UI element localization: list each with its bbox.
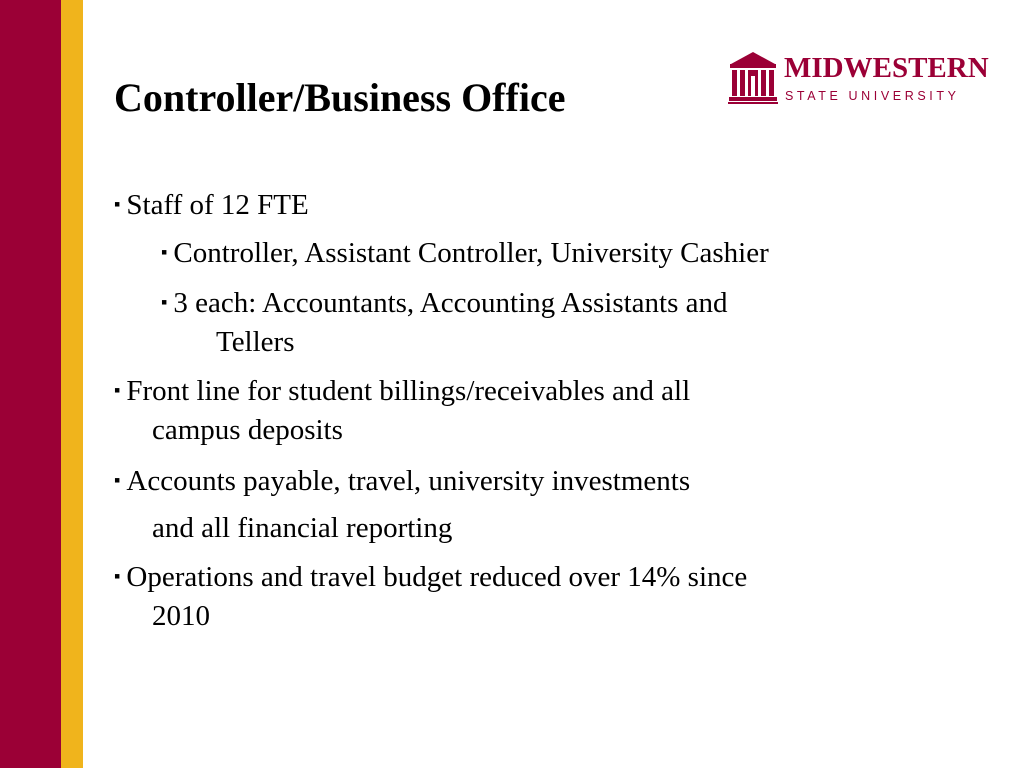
bullet-text: Accounts payable, travel, university investments [126, 465, 691, 497]
bullet-text: Controller, Assistant Controller, University Cashier [173, 237, 769, 269]
logo-subtitle: STATE UNIVERSITY [785, 89, 960, 103]
bullet-marker: ▪ [114, 470, 121, 490]
bullet-marker: ▪ [114, 380, 121, 400]
left-gold-stripe [61, 0, 83, 768]
university-logo [728, 48, 989, 108]
sub-bullet-three-each [161, 282, 728, 323]
bullet-front-line [114, 370, 690, 411]
bullet-text: 3 each: Accountants, Accounting Assistants and [173, 287, 728, 319]
bullet-front-line-continuation: campus deposits [152, 414, 343, 446]
sub-bullet-three-each-continuation: Tellers [216, 326, 295, 358]
bullet-text: Operations and travel budget reduced over 14% since [126, 561, 748, 593]
bullet-accounts-payable [114, 460, 690, 501]
bullet-staff [114, 184, 309, 225]
bullet-marker: ▪ [114, 194, 121, 214]
sub-bullet-roles [161, 232, 769, 273]
bullet-marker: ▪ [161, 292, 168, 312]
bullet-accounts-payable-continuation: and all financial reporting [152, 512, 453, 544]
bullet-budget [114, 556, 747, 597]
logo-wordmark: MIDWESTERN [784, 52, 989, 84]
bullet-text: Front line for student billings/receivables and all [126, 375, 691, 407]
bullet-budget-continuation: 2010 [152, 600, 210, 632]
bullet-marker: ▪ [114, 566, 121, 586]
building-icon [728, 52, 778, 104]
slide-title: Controller/Business Office [114, 75, 566, 120]
left-maroon-stripe [0, 0, 61, 768]
bullet-text: Staff of 12 FTE [126, 189, 309, 221]
bullet-marker: ▪ [161, 242, 168, 262]
